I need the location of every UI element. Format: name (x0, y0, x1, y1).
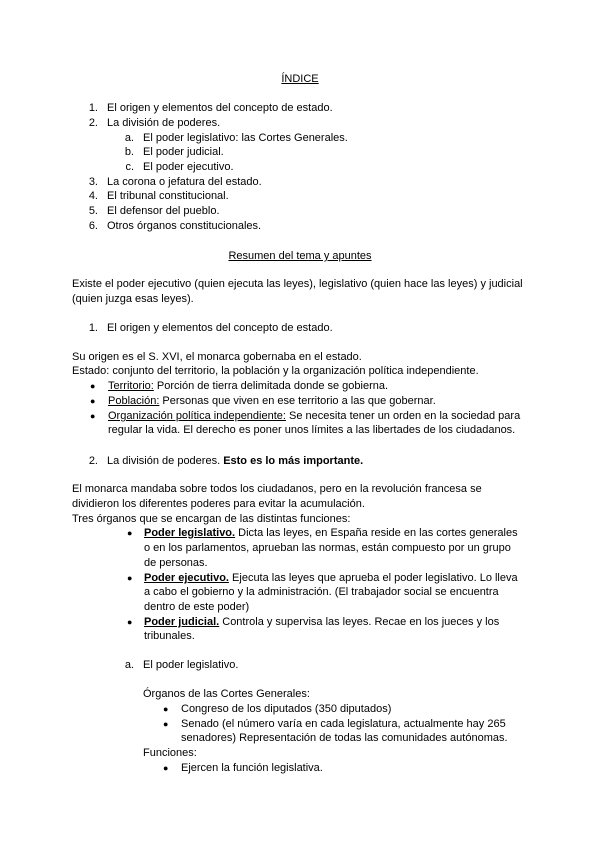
power-text-line: tribunales. (144, 630, 195, 642)
index-marker: 5. (88, 205, 98, 217)
organ-senado: Senado (el número varía en cada legislatura, actualmente hay 265 (181, 718, 506, 730)
bullet-icon: ● (163, 704, 169, 714)
subsection-a-heading: El poder legislativo. (143, 659, 239, 671)
bullet-icon: ● (127, 617, 133, 627)
power-judicial (144, 615, 499, 630)
organs-title: Órganos de las Cortes Generales: (143, 688, 310, 700)
index-item: El origen y elementos del concepto de estado. (107, 102, 333, 114)
index-marker: 6. (88, 220, 98, 232)
power-text-line: de personas. (144, 557, 208, 569)
index-item: El poder judicial. (143, 146, 224, 158)
bullet-text: Personas que viven en ese territorio a las que gobernar. (159, 395, 436, 407)
index-marker: 3. (88, 176, 98, 188)
index-marker: 4. (88, 190, 98, 202)
section2-heading-text: La división de poderes. (107, 455, 224, 467)
bullet-icon: ● (127, 528, 133, 538)
bullet-item-poblacion (108, 394, 436, 409)
bullet-icon: ● (90, 381, 96, 391)
bullet-term: Organización política independiente: (108, 410, 286, 422)
index-item: El tribunal constitucional. (107, 190, 229, 202)
index-item: Otros órganos constitucionales. (107, 220, 262, 232)
bullet-text: Porción de tierra delimitada donde se gobierna. (153, 380, 389, 392)
index-item: La división de poderes. (107, 117, 221, 129)
bullet-icon: ● (163, 763, 169, 773)
bullet-icon: ● (127, 573, 133, 583)
bullet-icon: ● (90, 396, 96, 406)
section2-paragraph-line: El monarca mandaba sobre todos los ciudadanos, pero en la revolución francesa se (72, 483, 482, 495)
function-item: Ejercen la función legislativa. (181, 762, 323, 774)
bullet-term: Territorio: (108, 380, 154, 392)
organ-senado-continuation: senadores) Representación de todas las comunidades autónomas. (181, 732, 508, 744)
power-legislativo (144, 526, 518, 541)
summary-intro-line: Existe el poder ejecutivo (quien ejecuta las leyes), legislativo (quien hace las leyes) y judicial (72, 278, 523, 290)
section2-heading (107, 454, 363, 469)
index-item: El poder legislativo: las Cortes Generales. (143, 132, 348, 144)
index-title: ÍNDICE (281, 73, 319, 85)
index-marker: 2. (88, 117, 98, 129)
power-text-line: dentro de este poder) (144, 601, 250, 613)
bullet-term: Población: (108, 395, 160, 407)
section2-paragraph-line: dividieron los diferentes poderes para evitar la acumulación. (72, 498, 365, 510)
power-term: Poder ejecutivo. (144, 572, 229, 584)
section2-paragraph-line: Tres órganos que se encargan de las distintas funciones: (72, 513, 351, 525)
bullet-text: Se necesita tener un orden en la sociedad para (285, 410, 521, 422)
summary-title: Resumen del tema y apuntes (228, 250, 372, 262)
index-marker: a. (124, 132, 134, 144)
index-item: El defensor del pueblo. (107, 205, 220, 217)
section2-marker: 2. (88, 455, 98, 467)
organ-congreso: Congreso de los diputados (350 diputados) (181, 703, 392, 715)
power-text-line: a cabo el gobierno y la administración. (El trabajador social se encuentra (144, 586, 499, 598)
section1-origin: Su origen es el S. XVI, el monarca gobernaba en el estado. (72, 351, 362, 363)
section1-marker: 1. (88, 322, 98, 334)
power-text: Dicta las leyes, en España reside en las cortes generales (235, 527, 518, 539)
functions-title: Funciones: (143, 747, 197, 759)
power-ejecutivo (144, 571, 518, 586)
section1-heading: El origen y elementos del concepto de estado. (107, 322, 333, 334)
summary-intro-line: (quien juzga esas leyes). (72, 293, 194, 305)
power-text-line: o en los parlamentos, aprueban las normas, están compuesto por un grupo (144, 542, 511, 554)
subsection-a-marker: a. (124, 659, 134, 671)
bullet-icon: ● (90, 411, 96, 421)
section2-heading-emphasis: Esto es lo más importante. (223, 455, 364, 467)
power-text: Controla y supervisa las leyes. Recae en los jueces y los (219, 616, 500, 628)
index-item: La corona o jefatura del estado. (107, 176, 262, 188)
bullet-item-territorio (108, 379, 388, 394)
index-marker: b. (124, 146, 134, 158)
power-term: Poder judicial. (144, 616, 220, 628)
bullet-continuation: regular la vida. El derecho es poner unos límites a las libertades de los ciudadanos. (108, 424, 516, 436)
power-text: Ejecuta las leyes que aprueba el poder legislativo. Lo lleva (228, 572, 518, 584)
bullet-item-organizacion (108, 409, 520, 424)
power-term: Poder legislativo. (144, 527, 236, 539)
index-marker: 1. (88, 102, 98, 114)
index-item: El poder ejecutivo. (143, 161, 234, 173)
index-marker: c. (125, 161, 134, 173)
bullet-icon: ● (163, 719, 169, 729)
section1-definition: Estado: conjunto del territorio, la población y la organización política independiente. (72, 365, 479, 377)
